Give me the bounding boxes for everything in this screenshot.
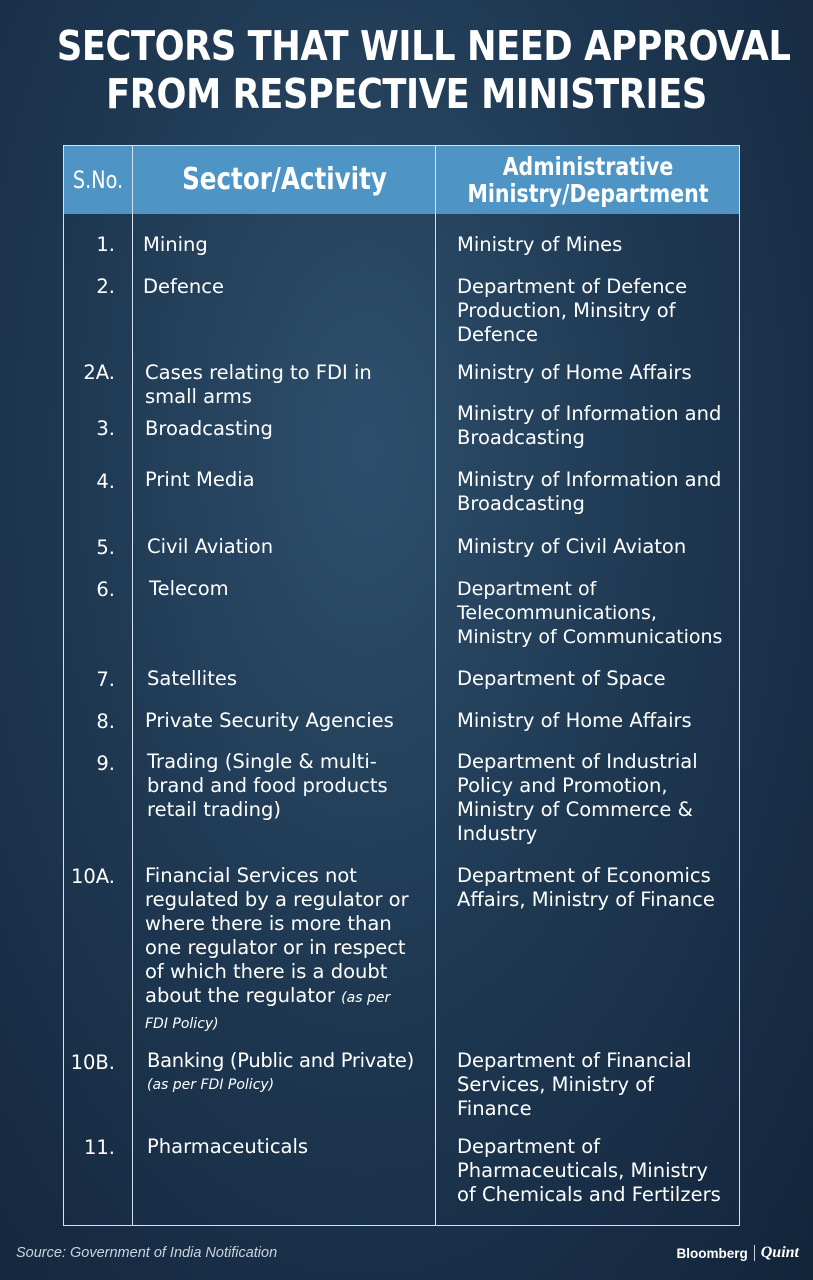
header-sno: S.No. [72,165,124,194]
row-sno: 11. [83,1136,115,1159]
row-ministry: Department of Economics Affairs, Ministry of Finance [457,864,715,911]
row-sno: 5. [96,536,115,559]
header-ministry-line-2: Ministry/Department [467,178,709,208]
row-sector-text: Banking (Public and Private) [147,1049,414,1072]
row-sector: Print Media [145,468,255,491]
header-ministry-line-1: Administrative [502,151,674,181]
row-ministry: Department of Industrial Policy and Promotion, Ministry of Commerce & Industry [457,750,698,845]
brand-name-quint: Quint [760,1244,799,1261]
row-sno: 10A. [70,865,115,888]
row-sno: 2. [96,275,115,298]
title-line-1: SECTORS THAT WILL NEED APPROVAL [56,22,791,70]
row-ministry: Ministry of Information and Broadcasting [457,402,722,449]
row-sector: Telecom [149,577,229,600]
row-sector: Pharmaceuticals [147,1135,309,1158]
row-ministry: Department of Defence Production, Minsitry of Defence [457,275,688,346]
row-sector: Mining [143,233,208,256]
row-ministry: Department of Pharmaceuticals, Ministry of Chemicals and Fertilzers [457,1135,721,1206]
row-sno: 2A. [83,361,115,384]
row-sector: Private Security Agencies [145,709,394,732]
row-sector: Satellites [147,667,238,690]
brand-separator [754,1245,755,1261]
row-sector: Trading (Single & multi- brand and food products retail trading) [147,750,388,821]
row-sector: Civil Aviation [147,535,274,558]
row-sno: 8. [96,710,115,733]
row-ministry: Department of Telecommunications, Ministry of Communications [457,578,723,648]
row-ministry: Ministry of Home Affairs [457,709,692,732]
row-ministry: Ministry of Home Affairs [457,361,692,384]
title-line-2: FROM RESPECTIVE MINISTRIES [106,70,707,118]
row-ministry: Department of Financial Services, Ministry of Finance [457,1049,692,1120]
row-sector-text: Financial Services not regulated by a regulator or where there is more than one regulator or in respect of which there is a doubt about the regulator [145,864,409,1007]
row-sector: Broadcasting [145,417,273,440]
row-sector: Cases relating to FDI in small arms [145,361,372,408]
row-ministry: Ministry of Civil Aviaton [457,535,687,558]
column-divider [132,145,133,1226]
row-sno: 10B. [70,1051,115,1074]
row-ministry: Ministry of Information and Broadcasting [457,468,722,515]
row-sno: 4. [96,470,115,493]
page-title [56,22,791,118]
row-sector-note: (as per FDI Policy) [147,1077,275,1093]
row-ministry: Ministry of Mines [457,233,623,256]
row-sno: 6. [96,578,115,601]
row-sector [147,1049,434,1097]
source-note: Source: Government of India Notification [16,1245,278,1261]
row-ministry: Department of Space [457,667,666,690]
row-sector: Defence [143,275,224,298]
header-sector: Sector/Activity [182,162,387,197]
row-sno: 1. [96,233,115,256]
row-sector-note: (as per FDI Policy) [145,990,391,1032]
header-ministry [463,145,712,214]
row-sno: 9. [96,752,115,775]
row-sno: 7. [96,668,115,691]
brand-logo [676,1244,799,1262]
row-sector [145,864,435,1036]
row-sno: 3. [96,417,115,440]
brand-name-bloomberg: Bloomberg [676,1245,748,1261]
